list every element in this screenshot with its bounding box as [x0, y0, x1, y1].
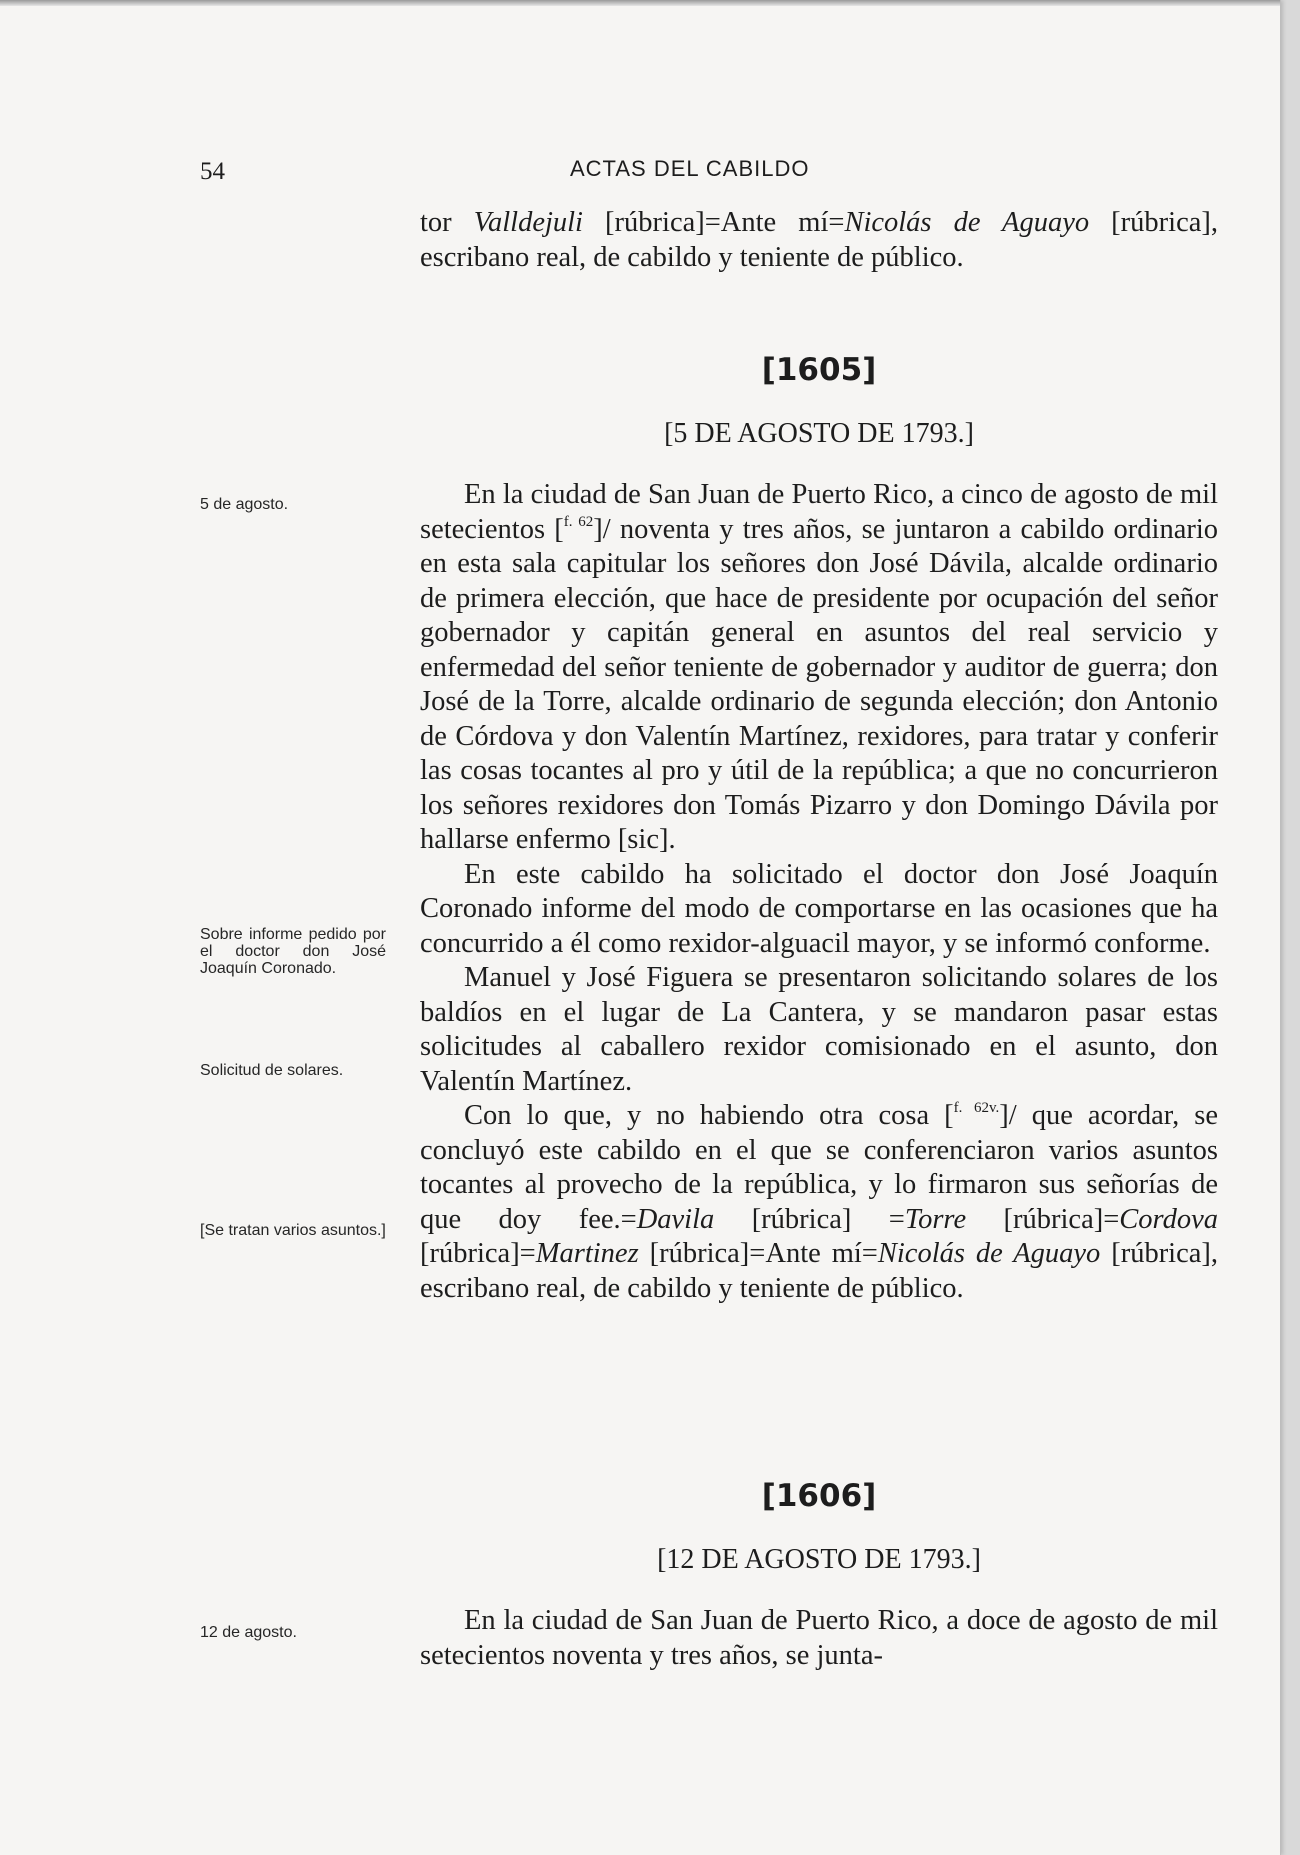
- paragraph-1605-3: Manuel y José Figuera se presentaron solicitando solares de los baldíos en el lugar de La Cantera, y se mandaron pasar estas solicitudes al caballero rexidor comisionado en el asunto, don Valentín Martínez.: [420, 962, 1218, 1097]
- paragraph-1605-2: En este cabildo ha solicitado el doctor don José Joaquín Coronado informe del modo de comportarse en las ocasiones que ha concurrido a él como rexidor-alguacil mayor, y se informó conforme.: [420, 858, 1218, 959]
- entry-body-1605: [420, 478, 1218, 1306]
- margin-note-asuntos: [Se tratan varios asuntos.]: [200, 1222, 386, 1239]
- margin-note-date-1606: 12 de agosto.: [200, 1624, 297, 1641]
- margin-note-date-1605: 5 de agosto.: [200, 496, 289, 513]
- page-top-edge: [0, 0, 1280, 6]
- paragraph-1606-1: En la ciudad de San Juan de Puerto Rico, a doce de agosto de mil setecientos noventa y tres años, se junta-: [420, 1605, 1218, 1671]
- opening-paragraph: tor Valldejuli [rúbrica]=Ante mí=Nicolás de Aguayo [rúbrica], escribano real, de cabildo y teniente de público.: [420, 207, 1218, 273]
- margin-note-solares: Solicitud de solares.: [200, 1062, 344, 1079]
- entry-body-1606: [420, 1604, 1218, 1673]
- margin-note-informe: Sobre informe pedido por el doctor don José Joaquín Coronado.: [200, 926, 386, 977]
- entry-number-1606: [1606]: [761, 1478, 877, 1514]
- entry-date-1606: [12 DE AGOSTO DE 1793.]: [657, 1544, 981, 1575]
- entry-number-1605: [1605]: [761, 352, 877, 388]
- paragraph-1605-1: En la ciudad de San Juan de Puerto Rico, a cinco de agosto de mil setecientos [$^{f. 62}$]/ noventa y tres años, se juntaron a cabildo ordinario en esta sala capitular los señores don José Dávila, alcalde ordinario de primera elección, que hace de presidente por ocupación del señor gobernador y capitán general en asuntos del real servicio y enfermedad del señor teniente de gobernador y auditor de guerra; don José de la Torre, alcalde ordinario de segunda elección; don Antonio de Córdova y don Valentín Martínez, rexidores, para tratar y conferir las cosas tocantes al pro y útil de la república; a que no concurrieron los señores rexidores don Tomás Pizarro y don Domingo Dávila por hallarse enfermo [sic].: [420, 479, 1219, 855]
- paragraph-1605-4: Con lo que, y no habiendo otra cosa [$^{f. 62v.}$]/ que acordar, se concluyó este cabildo en el que se conferenciaron varios asuntos tocantes al provecho de la república, y lo firmaron sus señorías de que doy fee.=Davila [rúbrica] =Torre [rúbrica]=Cordova [rúbrica]=Martinez [rúbrica]=Ante mí=Nicolás de Aguayo [rúbrica], escribano real, de cabildo y teniente de público.: [420, 1100, 1219, 1304]
- entry-date-1605: [5 DE AGOSTO DE 1793.]: [664, 418, 974, 449]
- opening-continuation: [420, 206, 1218, 275]
- running-title: ACTAS DEL CABILDO: [570, 156, 810, 181]
- page-number: 54: [200, 158, 225, 185]
